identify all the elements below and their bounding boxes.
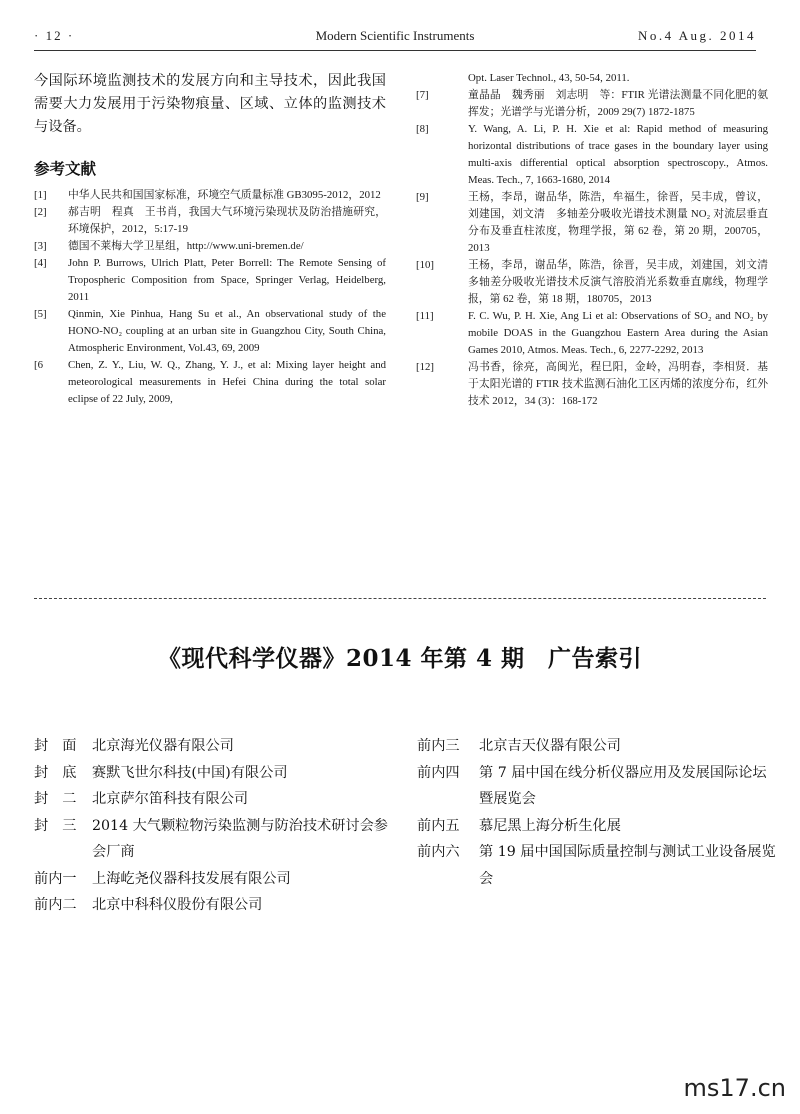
reference-text: 德国不莱梅大学卫星组，http://www.uni-bremen.de/: [68, 240, 304, 252]
ad-position: 前内五: [417, 817, 460, 834]
ad-company: 第 19 届中国国际质量控制与测试工业设备展览会: [479, 844, 776, 887]
ad-index-item: [417, 760, 777, 813]
ad-index-item: [34, 813, 394, 866]
ad-company: 2014 大气颗粒物污染监测与防治技术研讨会参会厂商: [92, 817, 388, 860]
reference-item: [34, 255, 386, 306]
reference-text: 王杨，李昂，谢品华，陈浩，徐晋，吴丰成，刘建国，刘文清 多轴差分吸收光谱技术反演气溶胶消光系数垂直廓线，物理学报，第 62 卷，第 18 期，180705，2013: [468, 259, 779, 305]
page-number: · 12 ·: [34, 28, 75, 43]
ad-index-item: [34, 733, 394, 760]
reference-number: [2]: [34, 206, 47, 218]
ad-company: 上海屹尧仪器科技发展有限公司: [92, 870, 291, 887]
reference-6-continuation: Opt. Laser Technol., 43, 50-54, 2011.: [468, 72, 630, 84]
reference-number: [9]: [416, 191, 429, 203]
reference-number: [4]: [34, 257, 47, 269]
ad-company: 北京海光仪器有限公司: [92, 738, 234, 754]
reference-item: [34, 306, 386, 357]
reference-number: [3]: [34, 240, 47, 252]
reference-text: 冯书香，徐亮，高闽光，程巳阳，金岭，冯明春，李相贤．基于太阳光谱的 FTIR 技术监测石油化工区丙烯的浓度分布，红外技术 2012，34 (3)：168-172: [468, 361, 768, 407]
section-divider: [34, 598, 766, 599]
reference-number: [10]: [416, 259, 434, 271]
ad-company: 北京中科科仪股份有限公司: [92, 897, 263, 913]
reference-item: [34, 238, 386, 255]
reference-item: [416, 189, 768, 257]
reference-text: 童晶晶 魏秀丽 刘志明 等：FTIR 光谱法测量不同化肥的氨挥发；光谱学与光谱分析，2009 29(7) 1872-1875: [468, 89, 768, 118]
reference-number: [8]: [416, 123, 429, 135]
ad-position: 封二: [34, 791, 91, 807]
ad-position: 前内三: [417, 738, 460, 754]
ad-index-item: [34, 760, 394, 787]
ad-index-item: [34, 892, 394, 919]
ad-index-title: 《现代科学仪器》2014 年第 4 期 广告索引: [157, 645, 643, 672]
reference-number: [12]: [416, 361, 434, 373]
reference-number: [1]: [34, 189, 47, 201]
reference-text: 王杨，李昂，谢品华，陈浩，牟福生，徐晋，吴丰成，曾议，刘建国，刘文清 多轴差分吸收光谱技术测量 NO₂ 对流层垂直分布及垂直柱浓度，物理学报，第 62 卷，第 20 期，200705，2013: [468, 191, 768, 254]
ad-company: 北京萨尔笛科技有限公司: [92, 791, 249, 807]
reference-text: John P. Burrows, Ulrich Platt, Peter Borrell: The Remote Sensing of Tropospheric Composition from Space, Springer Verlag, Heidelberg, 2011: [68, 257, 386, 303]
ad-company: 北京吉天仪器有限公司: [479, 738, 621, 754]
references-list-right: [416, 87, 779, 410]
running-header: [34, 28, 756, 48]
reference-number: [5]: [34, 308, 47, 320]
header-rule: [34, 50, 756, 51]
reference-number: [6: [34, 359, 43, 371]
reference-number: [7]: [416, 89, 429, 101]
ad-index-left: [34, 733, 394, 919]
ad-index-item: [34, 866, 394, 893]
ad-position: 前内一: [34, 870, 77, 887]
reference-item: [34, 204, 386, 238]
ad-company: 慕尼黑上海分析生化展: [479, 817, 621, 834]
reference-item: [416, 87, 768, 121]
reference-text: 中华人民共和国国家标准，环境空气质量标准 GB3095-2012，2012: [68, 189, 381, 201]
ad-position: 封面: [34, 738, 91, 754]
ad-index-item: [417, 839, 777, 892]
reference-item: [416, 121, 768, 189]
reference-text: Chen, Z. Y., Liu, W. Q., Zhang, Y. J., et al: Mixing layer height and meteorological measurements in Hefei China during the total solar eclipse of 22 July, 2009,: [68, 359, 386, 405]
references-list-left: [34, 187, 386, 408]
reference-item: [34, 187, 386, 204]
journal-name: Modern Scientific Instruments: [315, 28, 475, 43]
ad-position: 前内二: [34, 897, 77, 913]
ad-position: 封三: [34, 817, 91, 834]
ad-position: 封底: [34, 764, 91, 781]
ad-index-item: [417, 733, 777, 760]
reference-text: Y. Wang, A. Li, P. H. Xie et al: Rapid method of measuring horizontal distributions of trace gases in the boundary layer using multi-axis differential optical absorption spectroscopy., Atmos. Meas. Tech., 7, 1663-1680, 2014: [468, 123, 768, 186]
references-heading: 参考文献: [34, 160, 97, 178]
ad-company: 第 7 届中国在线分析仪器应用及发展国际论坛暨展览会: [479, 764, 767, 807]
reference-text: 郝吉明 程真 王书肖，我国大气环境污染现状及防治措施研究，环境保护，2012，5:17-19: [68, 206, 386, 235]
ad-position: 前内四: [417, 764, 460, 781]
ad-index-item: [34, 786, 394, 813]
reference-item: [416, 308, 768, 359]
reference-text: Qinmin, Xie Pinhua, Hang Su et al., An observational study of the HONO-NO₂ coupling at an urban site in Guangzhou City, South China, Atmospheric Environment, Vol.43, 69, 2009: [68, 308, 386, 354]
ad-position: 前内六: [417, 844, 460, 860]
ad-index-item: [417, 813, 777, 840]
left-column: [34, 70, 386, 408]
right-column: [416, 70, 779, 410]
reference-text: F. C. Wu, P. H. Xie, Ang Li et al: Observations of SO₂ and NO₂ by mobile DOAS in the Guangzhou Eastern Area during the Asian Games 2010, Atmos. Meas. Tech., 6, 2277-2292, 2013: [468, 310, 768, 356]
ad-index-right: [417, 733, 777, 892]
body-paragraph: 今国际环境监测技术的发展方向和主导技术，因此我国需要大力发展用于污染物痕量、区域、立体的监测技术与设备。: [34, 73, 386, 135]
ad-company: 赛默飞世尔科技(中国)有限公司: [92, 764, 288, 781]
reference-item: [34, 357, 386, 408]
reference-item: [416, 359, 768, 410]
watermark: ms17.cn: [683, 1074, 786, 1102]
issue-info: No.4 Aug. 2014: [637, 28, 756, 43]
reference-item: [416, 257, 779, 308]
reference-number: [11]: [416, 310, 434, 322]
